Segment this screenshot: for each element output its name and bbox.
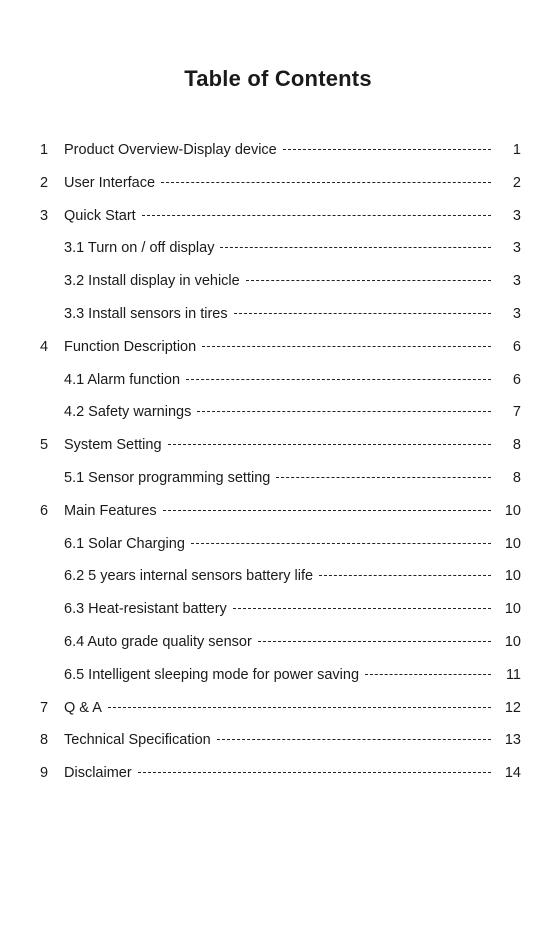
toc-entry [0, 696, 556, 720]
toc-entry-line [64, 204, 495, 228]
toc-entry-page-number: 2 [512, 174, 521, 191]
toc-entry [0, 564, 556, 588]
toc-entry-label: 6.2 5 years internal sensors battery life [64, 568, 314, 585]
toc-entry-number: 3 [40, 207, 49, 224]
toc-entry-page-number: 8 [512, 470, 521, 486]
dot-leader [319, 575, 491, 576]
toc-entry [0, 433, 556, 457]
toc-entry-label: Q & A [64, 699, 102, 716]
toc-entry-number: 6 [40, 502, 49, 519]
toc-entry-page-number: 10 [504, 568, 521, 585]
toc-entry-page-number: 13 [504, 732, 521, 749]
dot-leader [220, 247, 491, 248]
toc-entry-line [64, 630, 495, 654]
dot-leader [276, 477, 491, 478]
toc-entry-page-number: 3 [512, 273, 521, 290]
dot-leader [163, 510, 491, 511]
toc-entry-label: 3.2 Install display in vehicle [64, 273, 240, 290]
toc-entry-label: System Setting [64, 437, 162, 454]
toc-entry [0, 466, 556, 490]
toc-entry-label: 4.2 Safety warnings [64, 404, 192, 421]
dot-leader [233, 608, 491, 609]
toc-entry-line [64, 400, 495, 424]
toc-entry-line [64, 761, 495, 785]
toc-entry-number: 9 [40, 765, 49, 782]
toc-entry-number: 2 [40, 174, 49, 191]
toc-entry [0, 269, 556, 293]
toc-entry-number: 4 [40, 338, 49, 355]
dot-leader [108, 707, 491, 708]
toc-entry-label: 6.5 Intelligent sleeping mode for power saving [64, 666, 360, 683]
toc-entry-line [64, 499, 495, 523]
toc-entry [0, 499, 556, 523]
toc-entry-page-number: 8 [512, 437, 521, 454]
toc-entry [0, 400, 556, 424]
toc-entry-label: 6.1 Solar Charging [64, 535, 185, 552]
dot-leader [283, 149, 491, 150]
toc-entry-label: Product Overview-Display device [64, 142, 277, 158]
toc-entry-number: 8 [40, 732, 49, 749]
toc-entry-line [64, 368, 495, 392]
toc-entry-label: 5.1 Sensor programming setting [64, 470, 271, 486]
toc-entry-line [64, 236, 495, 260]
toc-entry-page-number: 6 [512, 338, 521, 355]
toc-entry-line [64, 597, 495, 621]
toc-entry-label: Disclaimer [64, 765, 132, 782]
dot-leader [168, 444, 491, 445]
toc-entry [0, 138, 556, 162]
dot-leader [186, 379, 491, 380]
toc-entry-label: Main Features [64, 502, 157, 519]
toc-entry-number: 5 [40, 437, 49, 454]
toc-entry-page-number: 7 [512, 404, 521, 421]
toc-entry-label: User Interface [64, 174, 156, 191]
toc-entry-label: 3.3 Install sensors in tires [64, 306, 228, 322]
dot-leader [191, 543, 491, 544]
toc-entry [0, 663, 556, 687]
toc-entry-label: Quick Start [64, 207, 136, 224]
toc-entry [0, 532, 556, 556]
toc-entry-page-number: 10 [504, 535, 521, 552]
toc-entry-page-number: 12 [504, 699, 521, 716]
page-title: Table of Contents [184, 66, 372, 91]
toc-entry-page-number: 14 [504, 765, 521, 782]
dot-leader [161, 182, 491, 183]
toc-entry-page-number: 6 [512, 371, 521, 388]
toc-entry-line [64, 302, 495, 326]
toc-entry-label: 3.1 Turn on / off display [64, 240, 215, 257]
toc-entry [0, 630, 556, 654]
toc-entry-page-number: 3 [512, 306, 521, 322]
toc-entry-page-number: 3 [512, 207, 521, 224]
dot-leader [365, 674, 491, 675]
toc-entry-number: 7 [40, 699, 49, 716]
toc-entry-line [64, 335, 495, 359]
toc-entry-number: 1 [40, 142, 49, 158]
toc-entry-label: Technical Specification [64, 732, 211, 749]
dot-leader [258, 641, 491, 642]
dot-leader [217, 739, 491, 740]
dot-leader [234, 313, 491, 314]
toc-entry [0, 204, 556, 228]
toc-entry [0, 302, 556, 326]
dot-leader [246, 280, 491, 281]
toc-entry [0, 335, 556, 359]
toc-entry-line [64, 564, 495, 588]
toc-entry-line [64, 696, 495, 720]
toc-entry-label: 6.3 Heat-resistant battery [64, 601, 227, 618]
toc-entry-line [64, 532, 495, 556]
toc-entry-page-number: 1 [512, 142, 521, 158]
dot-leader [202, 346, 491, 347]
toc-entry [0, 728, 556, 752]
toc-entry-line [64, 663, 495, 687]
toc-entry [0, 236, 556, 260]
toc-entry-page-number: 3 [512, 240, 521, 257]
dot-leader [197, 411, 491, 412]
toc-entry-label: Function Description [64, 338, 197, 355]
toc-entry-label: 4.1 Alarm function [64, 371, 181, 388]
toc-entry-page-number: 10 [504, 634, 521, 650]
dot-leader [138, 772, 491, 773]
toc-entry-line [64, 269, 495, 293]
toc-entry-line [64, 138, 495, 162]
toc-entry-line [64, 728, 495, 752]
toc-entry-line [64, 466, 495, 490]
toc-entry [0, 761, 556, 785]
toc-entry-line [64, 433, 495, 457]
dot-leader [142, 215, 491, 216]
toc-entry-label: 6.4 Auto grade quality sensor [64, 634, 252, 650]
toc-entry-page-number: 10 [504, 601, 521, 618]
toc-entry [0, 368, 556, 392]
toc-entry [0, 171, 556, 195]
toc-entry [0, 597, 556, 621]
toc-entry-page-number: 10 [504, 502, 521, 519]
toc-entry-page-number: 11 [505, 666, 521, 683]
toc-entry-line [64, 171, 495, 195]
